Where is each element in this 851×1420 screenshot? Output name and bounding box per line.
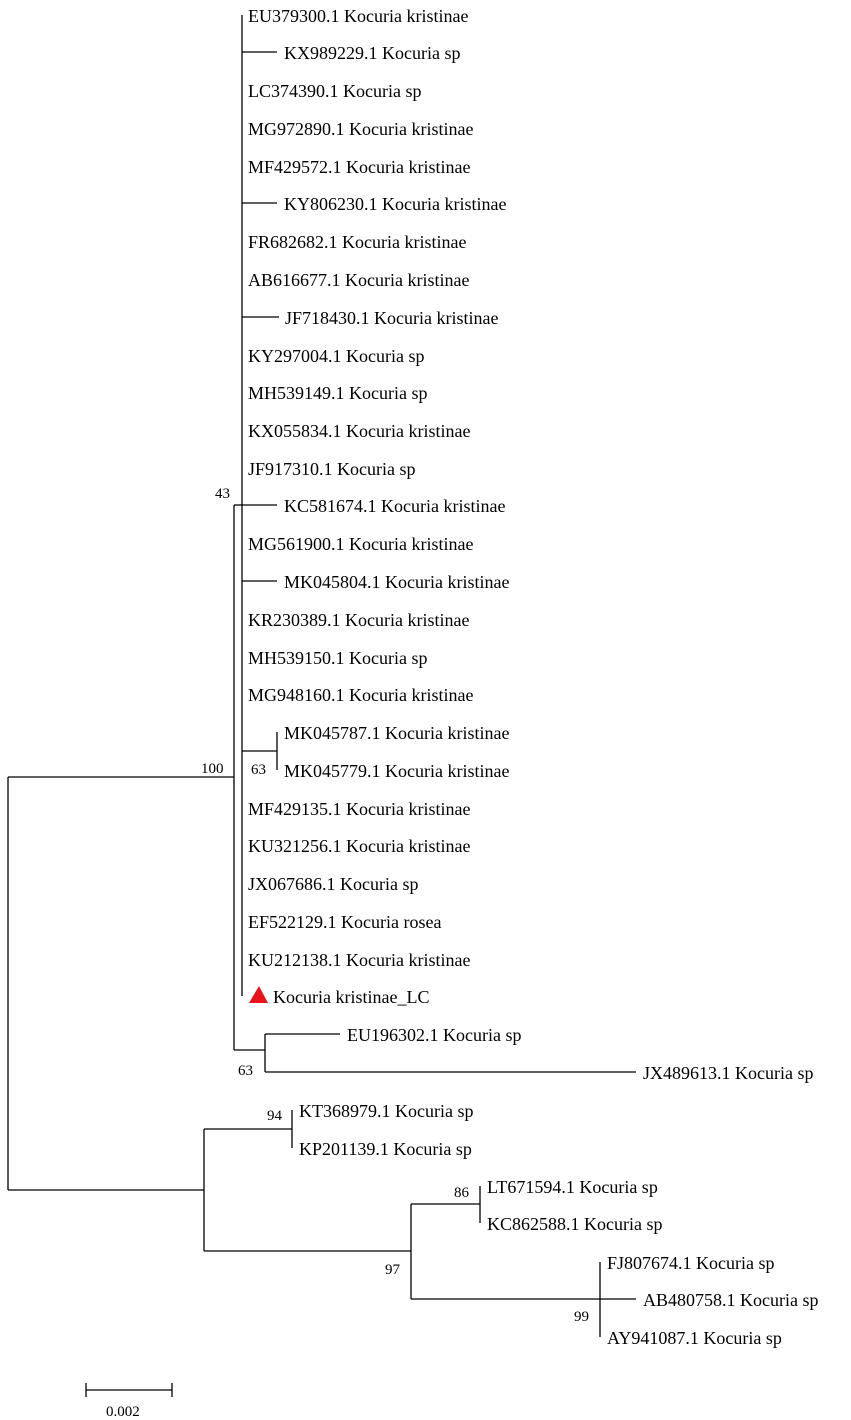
leaf-label: JF718430.1 Kocuria kristinae <box>285 308 499 328</box>
leaf-label: AB480758.1 Kocuria sp <box>643 1290 819 1310</box>
scale-bar-label: 0.002 <box>106 1404 140 1420</box>
leaf-label: KX055834.1 Kocuria kristinae <box>248 421 471 441</box>
leaf-label: LC374390.1 Kocuria sp <box>248 81 422 101</box>
leaf-label: MG561900.1 Kocuria kristinae <box>248 534 474 554</box>
leaf-label: MK045779.1 Kocuria kristinae <box>284 761 510 781</box>
leaf-label: KT368979.1 Kocuria sp <box>299 1101 474 1121</box>
leaf-label: LT671594.1 Kocuria sp <box>487 1177 658 1197</box>
leaf-label: EU379300.1 Kocuria kristinae <box>248 6 469 26</box>
leaf-label: MG948160.1 Kocuria kristinae <box>248 685 474 705</box>
leaf-label: MH539149.1 Kocuria sp <box>248 383 428 403</box>
leaf-label: KY806230.1 Kocuria kristinae <box>284 194 507 214</box>
bootstrap-value: 99 <box>574 1309 589 1325</box>
leaf-label: KY297004.1 Kocuria sp <box>248 346 425 366</box>
leaf-label: KU212138.1 Kocuria kristinae <box>248 950 471 970</box>
leaf-label: KP201139.1 Kocuria sp <box>299 1139 472 1159</box>
leaf-label: KR230389.1 Kocuria kristinae <box>248 610 470 630</box>
bootstrap-value: 43 <box>215 486 230 502</box>
leaf-label: MF429135.1 Kocuria kristinae <box>248 799 471 819</box>
bootstrap-value: 97 <box>385 1262 400 1278</box>
leaf-label: KU321256.1 Kocuria kristinae <box>248 836 471 856</box>
leaf-label: KC862588.1 Kocuria sp <box>487 1214 663 1234</box>
bootstrap-value: 63 <box>238 1063 253 1079</box>
bootstrap-value: 63 <box>251 762 266 778</box>
leaf-label: MK045787.1 Kocuria kristinae <box>284 723 510 743</box>
leaf-label: KC581674.1 Kocuria kristinae <box>284 496 506 516</box>
bootstrap-value: 86 <box>454 1185 469 1201</box>
leaf-label: Kocuria kristinae_LC <box>273 987 430 1007</box>
leaf-label: MK045804.1 Kocuria kristinae <box>284 572 510 592</box>
leaf-label: FJ807674.1 Kocuria sp <box>607 1253 775 1273</box>
leaf-label: JF917310.1 Kocuria sp <box>248 459 416 479</box>
leaf-label: AB616677.1 Kocuria kristinae <box>248 270 470 290</box>
highlight-triangle-icon <box>249 986 268 1003</box>
leaf-label: MH539150.1 Kocuria sp <box>248 648 428 668</box>
leaf-label: EU196302.1 Kocuria sp <box>347 1025 522 1045</box>
leaf-label: MF429572.1 Kocuria kristinae <box>248 157 471 177</box>
bootstrap-value: 100 <box>201 761 224 777</box>
leaf-label: JX489613.1 Kocuria sp <box>643 1063 814 1083</box>
leaf-label: MG972890.1 Kocuria kristinae <box>248 119 474 139</box>
leaf-label: AY941087.1 Kocuria sp <box>607 1328 782 1348</box>
leaf-label: FR682682.1 Kocuria kristinae <box>248 232 467 252</box>
leaf-label: KX989229.1 Kocuria sp <box>284 43 461 63</box>
bootstrap-value: 94 <box>267 1108 282 1124</box>
leaf-label: EF522129.1 Kocuria rosea <box>248 912 442 932</box>
leaf-label: JX067686.1 Kocuria sp <box>248 874 419 894</box>
